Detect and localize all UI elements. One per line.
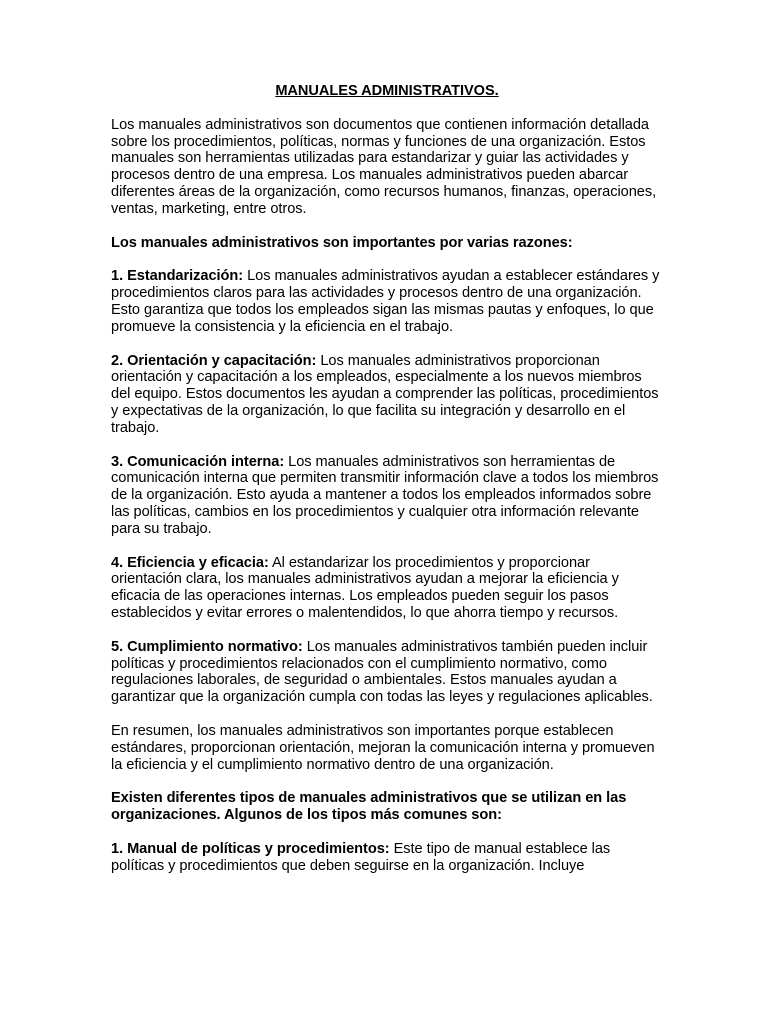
importance-heading: Los manuales administrativos son importantes por varias razones:: [111, 234, 573, 251]
reason-paragraph-5: [111, 639, 663, 706]
intro-paragraph: Los manuales administrativos son documentos que contienen información detallada sobre los procedimientos, políticas, normas y funciones de una organización. Estos manuales son herramientas utilizadas para estandarizar y guiar las actividades y procesos dentro de una empresa. Los manuales administrativos pueden abarcar diferentes áreas de la organización, como recursos humanos, finanzas, operaciones, ventas, marketing, entre otros.: [111, 116, 657, 217]
reason-paragraph-3: [111, 454, 663, 538]
reason-paragraph-1: [111, 268, 663, 335]
reason-text-5: Los manuales administrativos también pueden incluir políticas y procedimientos relacionados con el cumplimiento normativo, como regulaciones laborales, de seguridad o ambientales. Estos manuales ayudan a garantizar que la organización cumpla con todas las leyes y regulaciones aplicables.: [111, 638, 653, 706]
type-text-1: Este tipo de manual establece las políticas y procedimientos que deben seguirse en la organización. Incluye: [111, 840, 611, 874]
reason-text-4: Al estandarizar los procedimientos y proporcionar orientación clara, los manuales administrativos ayudan a mejorar la eficiencia y eficacia de las operaciones internas. Los empleados pueden seguir los pasos establecidos y evitar errores o malentendidos, lo que ahorra tiempo y recursos.: [111, 554, 619, 621]
type-paragraph-1: [111, 841, 663, 875]
reason-label-3: 3. Comunicación interna:: [111, 453, 285, 470]
reason-label-5: 5. Cumplimiento normativo:: [111, 638, 303, 655]
reason-label-4: 4. Eficiencia y eficacia:: [111, 554, 269, 571]
reason-paragraph-2: [111, 353, 663, 437]
reason-label-1: 1. Estandarización:: [111, 268, 244, 285]
document-title: MANUALES ADMINISTRATIVOS.: [275, 83, 499, 99]
reason-text-1: Los manuales administrativos ayudan a establecer estándares y procedimientos claros para las actividades y procesos dentro de una organización. Esto garantiza que todos los empleados sigan las mismas pautas y enfoques, lo que promueve la consistencia y la eficiencia en el trabajo.: [111, 268, 660, 335]
reason-paragraph-4: [111, 555, 663, 622]
type-label-1: 1. Manual de políticas y procedimientos:: [111, 840, 390, 857]
reason-text-3: Los manuales administrativos son herramientas de comunicación interna que permiten transmitir información clave a todos los miembros de la organización. Esto ayuda a mantener a todos los empleados informados sobre las políticas, cambios en los procedimientos y cualquier otra información relevante para su trabajo.: [111, 453, 659, 537]
summary-paragraph: En resumen, los manuales administrativos son importantes porque establecen estándares, proporcionan orientación, mejoran la comunicación interna y promueven la eficiencia y el cumplimiento normativo dentro de una organización.: [111, 722, 655, 773]
types-heading: Existen diferentes tipos de manuales administrativos que se utilizan en las organizaciones. Algunos de los tipos más comunes son:: [111, 790, 627, 824]
reason-text-2: Los manuales administrativos proporcionan orientación y capacitación a los empleados, especialmente a los nuevos miembros del equipo. Estos documentos les ayudan a comprender las políticas, procedimientos y expectativas de la organización, lo que facilita su integración y desarrollo en el trabajo.: [111, 352, 659, 436]
reason-label-2: 2. Orientación y capacitación:: [111, 352, 317, 369]
document-body: [111, 83, 663, 891]
